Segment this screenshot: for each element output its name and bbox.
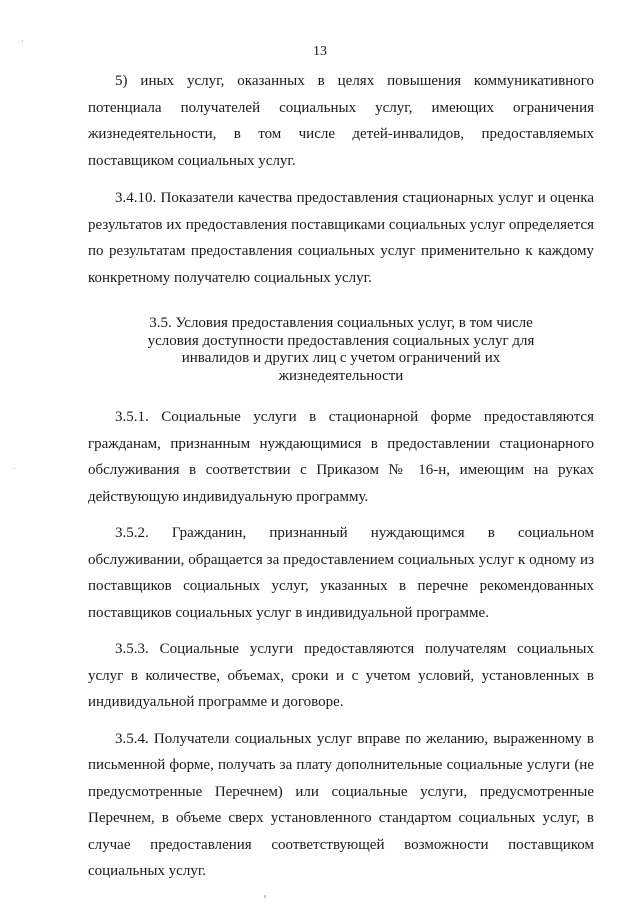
scan-speck bbox=[264, 895, 266, 898]
paragraph-item-5: 5) иных услуг, оказанных в целях повышения коммуникативного потенциала получателей социальных услуг, имеющих ограничения жизнедеятельности, в том числе детей-инвалидов, предоставляемых поставщиком социальных услуг. bbox=[88, 73, 594, 169]
paragraph-3-5-2: 3.5.2. Гражданин, признанный нуждающимся в социальном обслуживании, обращается за предоставлением социальных услуг к одному из поставщиков социальных услуг, указанных в перечне рекомендованных поставщиков социальных услуг в индивидуальной программе. bbox=[88, 525, 594, 621]
document-body bbox=[88, 68, 594, 895]
section-heading-line: условия доступности предоставления социальных услуг для bbox=[147, 332, 535, 349]
section-heading-line: жизнедеятельности bbox=[278, 367, 404, 384]
page-number: 13 bbox=[313, 44, 327, 59]
paragraph-3-4-10: 3.4.10. Показатели качества предоставления стационарных услуг и оценка результатов их предоставления поставщиками социальных услуг определяется по результатам предоставления социальных услуг применительно к каждому конкретному получателю социальных услуг. bbox=[88, 190, 594, 286]
paragraph-3-5-3: 3.5.3. Социальные услуги предоставляются получателям социальных услуг в количестве, объемах, сроки и с учетом условий, установленных в индивидуальной программе и договоре. bbox=[88, 641, 594, 710]
section-heading-line: инвалидов и других лиц с учетом ограничений их bbox=[181, 350, 501, 366]
paragraph-3-5-1: 3.5.1. Социальные услуги в стационарной форме предоставляются гражданам, признанным нуждающимися в предоставлении стационарного обслуживания в соответствии с Приказом № 16-н, имеющим на руках действующую индивидуальную программу. bbox=[88, 409, 594, 505]
paragraph-3-5-4: 3.5.4. Получатели социальных услуг вправе по желанию, выраженному в письменной форме, получать за плату дополнительные социальные услуги (не предусмотренные Перечнем) или социальные услуги, предусмотренные Перечнем, в объеме сверх установленного стандартом социальных услуг, в случае предоставления соответствующей возможности поставщиком социальных услуг. bbox=[88, 730, 594, 879]
scan-speck bbox=[22, 40, 23, 42]
section-heading-3-5 bbox=[88, 315, 594, 385]
section-heading-line: 3.5. Условия предоставления социальных услуг, в том числе bbox=[149, 315, 533, 331]
scan-speck bbox=[14, 468, 15, 469]
